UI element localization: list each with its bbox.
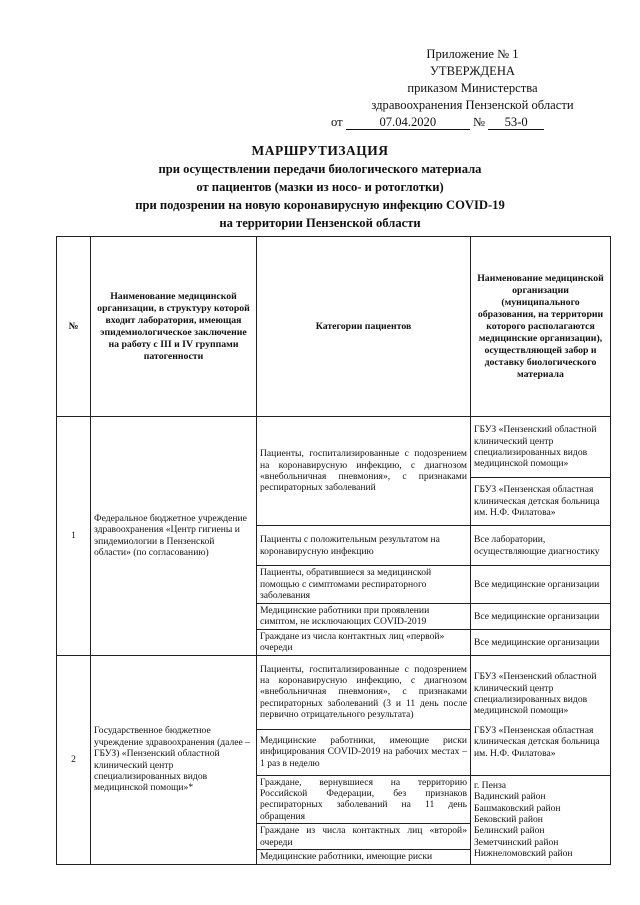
row-1-collector-1b: ГБУЗ «Пензенская областная клиническая детская больница им. Н.Ф. Филатова» [471,478,611,526]
row-1-category-2: Пациенты с положительным результатом на коронавирусную инфекцию [257,526,471,566]
row-1-lab-org: Федеральное бюджетное учреждение здравоохранения «Центр гигиены и эпидемиологии в Пензенской области» (по согласованию) [91,417,257,656]
approved-label: УТВЕРЖДЕНА [429,64,516,78]
title-main: МАРШРУТИЗАЦИЯ [251,143,389,158]
header-collector: Наименование медицинской организации (муниципального образования, на территории которого располагаются медицинские организации), осуществляющей забор и доставку биологического материала [471,237,611,417]
table-row [57,655,611,729]
title-line-3: от пациентов (мазки из носо- и ротоглотки) [196,180,444,194]
row-1-collector-1a: ГБУЗ «Пензенский областной клинический центр специализированных видов медицинской помощи» [471,417,611,478]
row-2-collector-1a: ГБУЗ «Пензенский областной клинический центр специализированных видов медицинской помощи» [474,671,597,717]
district-item: г. Пенза [474,779,507,791]
row-1-category-1: Пациенты, госпитализированные с подозрением на коронавирусную инфекцию, с диагнозом «внебольничная пневмония», с признаками респираторных заболеваний [257,417,471,526]
appendix-block [331,46,580,131]
row-2-districts [471,775,611,864]
row-1-num: 1 [57,417,91,656]
district-item: Земетчинский район [474,836,559,848]
district-item: Белинский район [474,825,545,837]
number-label: № [472,115,485,129]
row-2-collector-1 [471,655,611,775]
routing-table [56,236,611,865]
row-1-collector-2: Все лаборатории, осуществляющие диагностику [471,526,611,566]
ministry-name: здравоохранения Пензенской области [371,98,574,112]
order-date-line [331,114,580,131]
from-label: от [331,115,343,129]
row-2-collector-1b: ГБУЗ «Пензенская областная клиническая детская больница им. Н.Ф. Филатова» [474,724,600,759]
header-lab-org: Наименование медицинской организации, в структуру которой входит лаборатория, имеющая эпидемиологическое заключение на работу с III и IV группами патогенности [91,237,257,417]
title-line-4: при подозрении на новую коронавирусную инфекцию COVID-19 [135,198,505,212]
order-label: приказом Министерства [407,81,538,95]
appendix-number: Приложение № 1 [426,47,519,61]
row-2-lab-org: Государственное бюджетное учреждение здравоохранения (далее – ГБУЗ) «Пензенский областной клинический центр специализированных видов медицинской помощи»* [91,655,257,864]
row-1-collector-4: Все медицинские организации [471,604,611,630]
document-title [0,142,640,232]
row-1-collector-5: Все медицинские организации [471,629,611,655]
row-1-category-4: Медицинские работники при проявлении симптом, не исключающих COVID-2019 [257,604,471,630]
header-categories: Категории пациентов [257,237,471,417]
row-1-category-5: Граждане из числа контактных лиц «первой» очереди [257,629,471,655]
row-2-num: 2 [57,655,91,864]
table-header-row [57,237,611,417]
district-item: Бековский район [474,813,543,825]
row-2-category-3: Граждане, вернувшиеся на территорию Российской Федерации, без признаков респираторных заболеваний на 11 день обращения [257,775,471,824]
order-date: 07.04.2020 [346,115,470,130]
table-row [57,417,611,478]
title-line-2: при осуществлении передачи биологического материала [158,162,482,176]
row-2-category-1: Пациенты, госпитализированные с подозрением на коронавирусную инфекцию, с диагнозом «внебольничная пневмония», с признаками респираторных заболеваний (3 и 11 день после первично отрицательного результата) [257,655,471,729]
row-1-collector-3: Все медицинские организации [471,566,611,604]
row-2-category-5: Медицинские работники, имеющие риски [257,850,471,864]
district-item: Башмаковский район [474,802,561,814]
row-1-category-3: Пациенты, обратившиеся за медицинской помощью с симптомами респираторного заболевания [257,566,471,604]
district-item: Нижнеломовский район [474,848,573,860]
row-2-category-2: Медицинские работники, имеющие риски инфицирования COVID-2019 на рабочих местах – 1 раз в неделю [257,729,471,775]
row-2-category-4: Граждане из числа контактных лиц «второй» очереди [257,824,471,850]
title-line-5: на территории Пензенской области [219,216,421,230]
district-item: Вадинский район [474,791,546,803]
order-number: 53-0 [488,115,544,130]
header-num: № [57,237,91,417]
